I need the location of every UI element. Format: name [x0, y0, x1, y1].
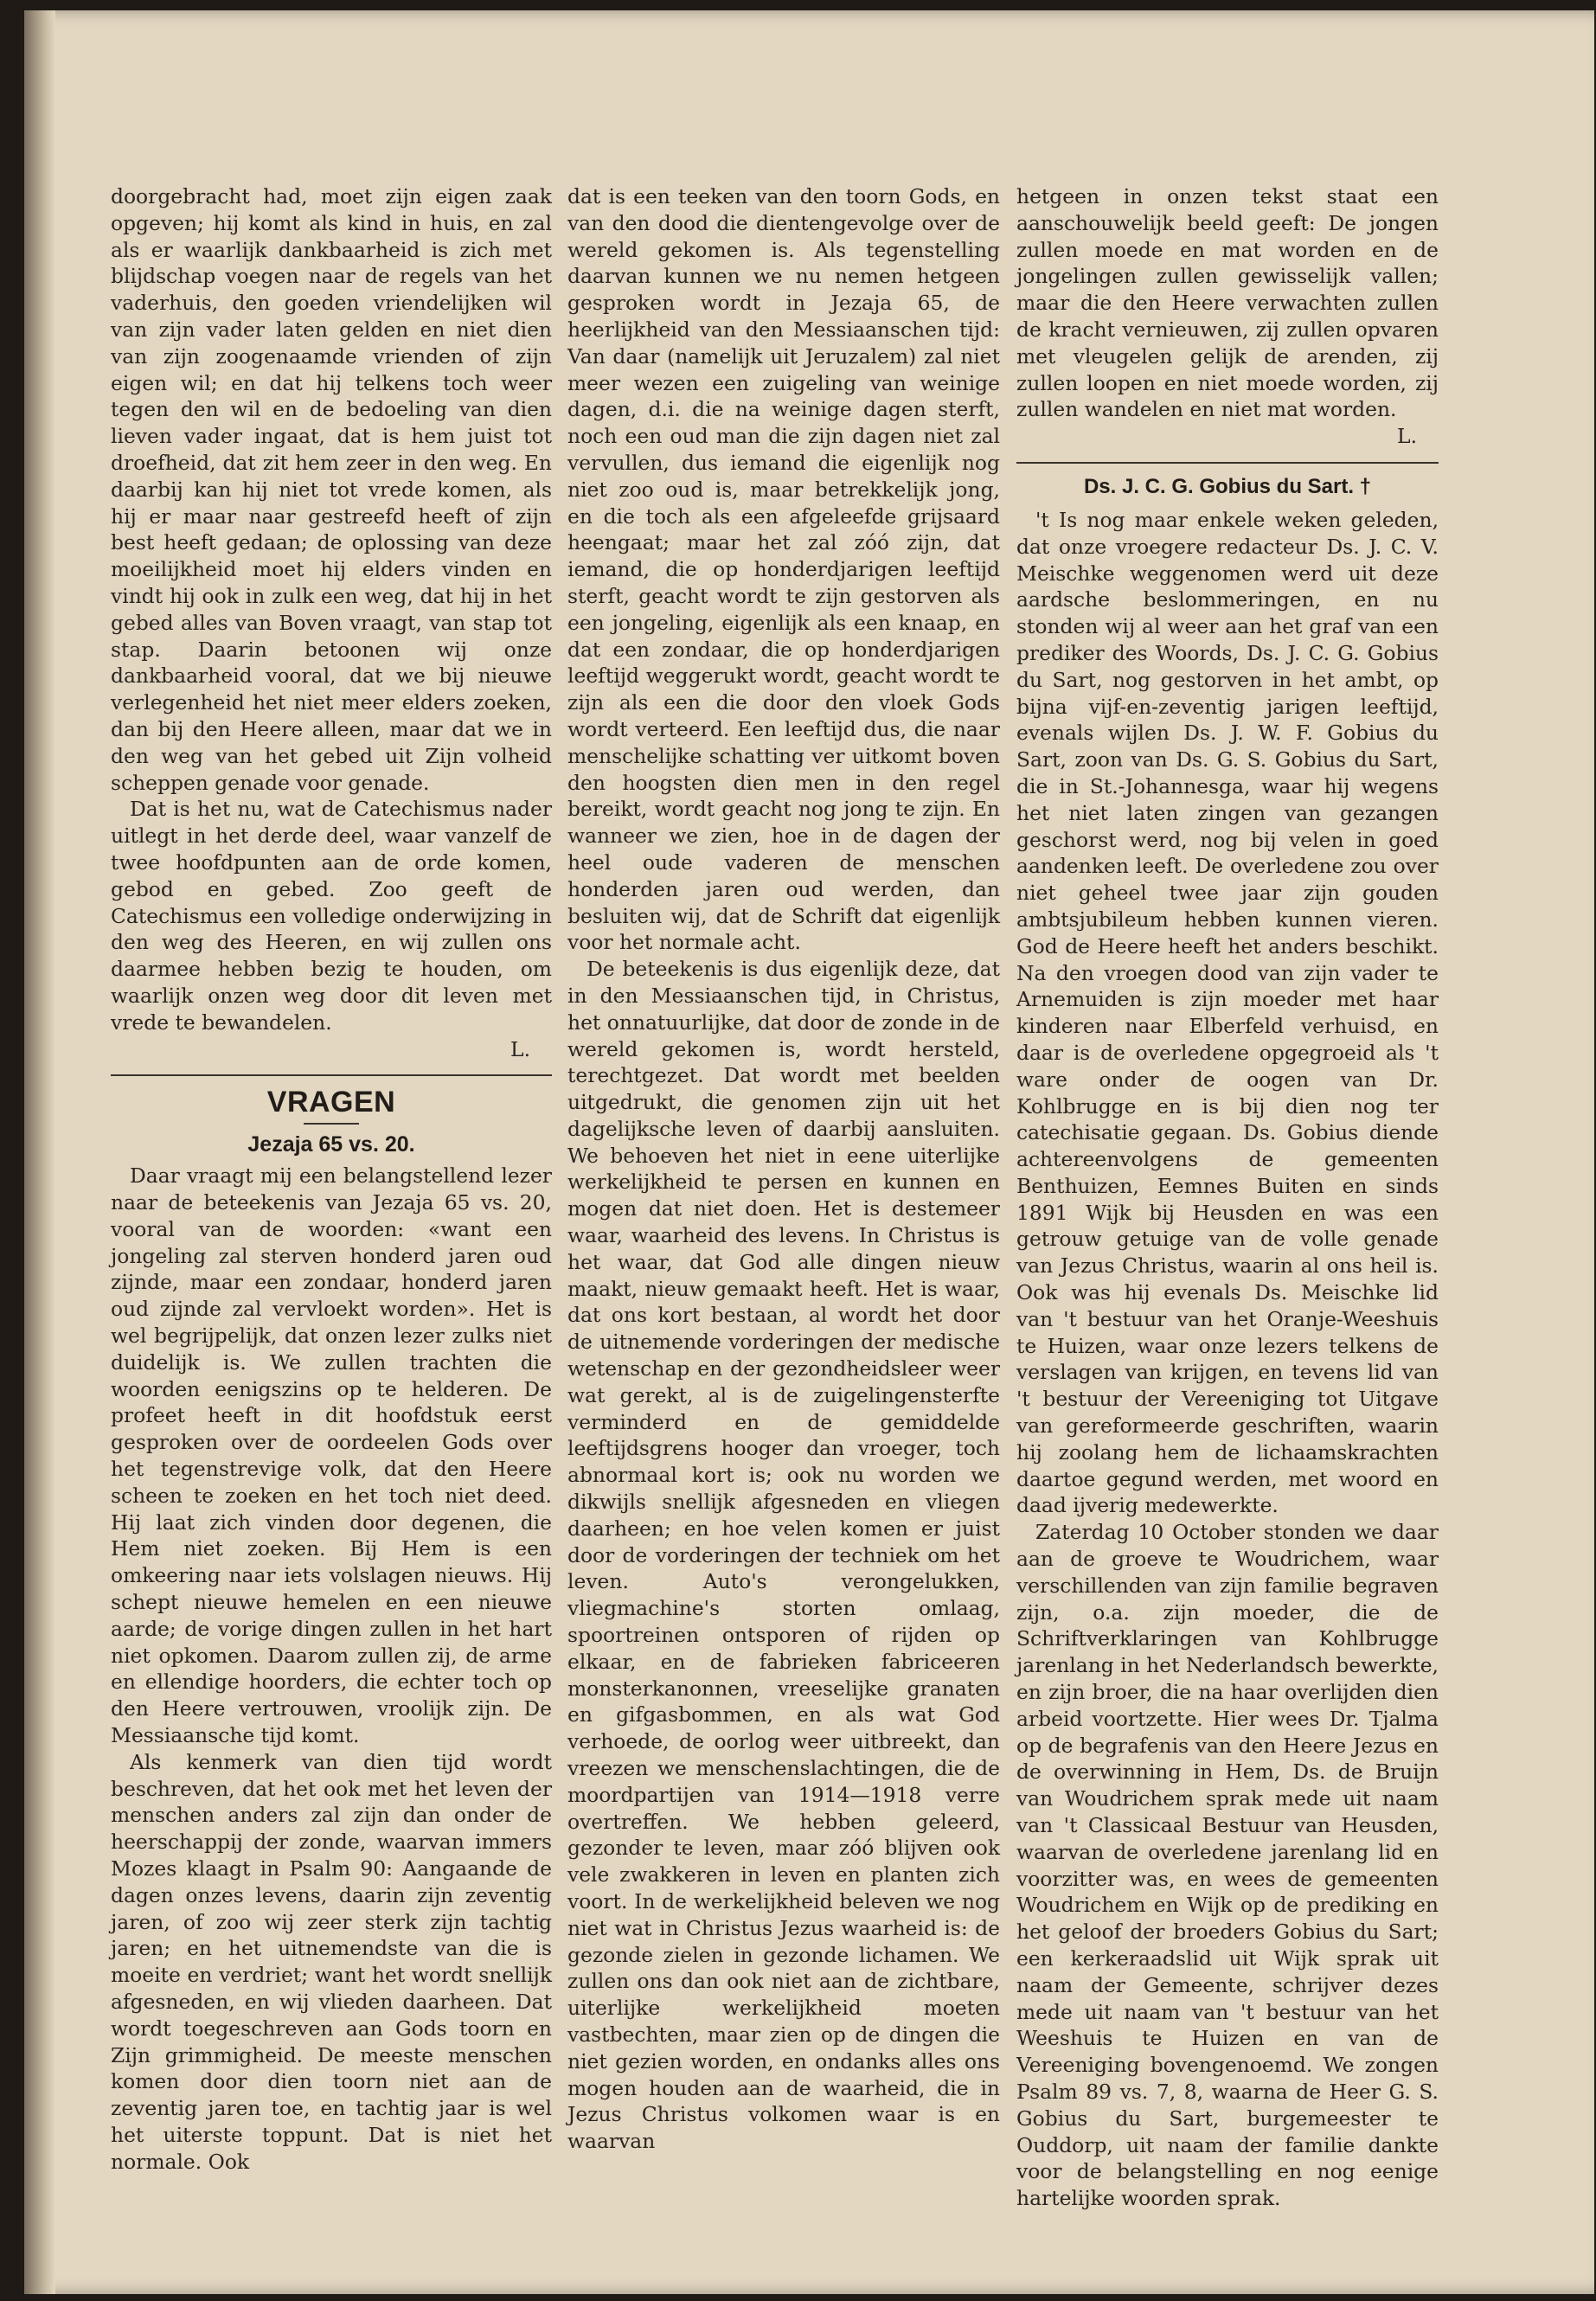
- article-paragraph: Als kenmerk van dien tijd wordt beschreven, dat het ook met het leven der menschen anders zal zijn dan onder de heerschappij der zonde, waarvan immers Mozes klaagt in Psalm 90: Aangaande de dagen onzes levens, daarin zijn zeventig jaren, of zoo wij zeer sterk zijn tachtig jaren; en het uitnemendste van die is moeite en verdriet; want het wordt snellijk afgesneden, en wij vlieden daarheen. Dat wordt toegeschreven aan Gods toorn en Zijn grimmigheid. De meeste menschen komen door dien toorn niet aan de zeventig jaren toe, en tachtig jaar is wel het uiterste toppunt. Dat is niet het normale. Ook: [111, 1749, 552, 2174]
- article-signature: L.: [1397, 424, 1417, 449]
- article-paragraph: 't Is nog maar enkele weken geleden, dat onze vroegere redacteur Ds. J. C. V. Meischke weggenomen werd uit deze aardsche beslommeringen, en nu stonden wij al weer aan het graf van een prediker des Woords, Ds. J. C. G. Gobius du Sart, nog gestorven in het ambt, op bijna vijf-en-zeventig jarigen leeftijd, evenals wijlen Ds. J. W. F. Gobius du Sart, zoon van Ds. G. S. Gobius du Sart, die in St.-Johannesga, waar hij wegens het niet laten zingen van gezangen geschorst werd, nog bij velen in goed aandenken leeft. De overledene zou over niet geheel twee jaar zijn gouden ambtsjubileum hebben kunnen vieren. God de Heere heeft het anders beschikt. Na den vroegen dood van zijn vader te Arnemuiden is zijn moeder met haar kinderen naar Elberfeld verhuisd, en daar is de overledene opgegroeid als 't ware onder de oogen van Dr. Kohlbrugge en is bij dien nog ter catechisatie gegaan. Ds. Gobius diende achtereenvolgens de gemeenten Benthuizen, Eemnes Buiten en sinds 1891 Wijk bij Heusden en was een getrouw getuige van de volle genade van Jezus Christus, waarin al ons heil is. Ook was hij evenals Ds. Meischke lid van 't bestuur van het Oranje-Weeshuis te Huizen, waar onze lezers telkens de verslagen van krijgen, en tevens lid van 't bestuur der Vereeniging tot Uitgave van gereformeerde geschriften, waarin hij zoolang hem de lichaamskrachten daartoe gegund werden, met woord en daad ijverig medewerkte.: [1016, 507, 1439, 1518]
- article-paragraph: Zaterdag 10 October stonden we daar aan de groeve te Woudrichem, waar verschillenden van zijn familie begraven zijn, o.a. zijn moeder, die de Schriftverklaringen van Kohlbrugge jarenlang in het Nederlandsch bewerkte, en zijn broer, die na haar overlijden dien arbeid voortzette. Hier wees Dr. Tjalma op de begrafenis van den Heere Jezus en de overwinning in Hem, Ds. de Bruijn van Woudrichem sprak mede uit naam van 't Classicaal Bestuur van Heusden, waarvan de overledene jarenlang lid en voorzitter was, en wees de gemeenten Woudrichem en Wijk op de prediking en het geloof der broeders Gobius du Sart; een kerkeraadslid uit Wijk sprak uit naam der Gemeente, schrijver dezes mede uit naam van 't bestuur van het Weeshuis te Huizen en van de Vereeniging bovengenoemd. We zongen Psalm 89 vs. 7, 8, waarna de Heer G. S. Gobius du Sart, burgemeester te Ouddorp, uit naam der familie dankte voor de belangstelling en nog eenige hartelijke woorden sprak.: [1016, 1520, 1439, 2211]
- article-paragraph: hetgeen in onzen tekst staat een aanschouwelijk beeld geeft: De jongen zullen moede en mat worden en de jongelingen zullen gewisselijk vallen; maar die den Heere verwachten zullen de kracht vernieuwen, zij zullen opvaren met vleugelen gelijk de arenden, zij zullen loopen en niet moede worden, zij zullen wandelen en niet mat worden.: [1016, 184, 1439, 422]
- section-divider: [111, 1074, 552, 1076]
- section-divider: [1016, 462, 1439, 464]
- column-middle: [567, 183, 1000, 2155]
- page-binding-shadow: [24, 10, 55, 2294]
- newspaper-page: [24, 10, 1594, 2294]
- column-right: [1016, 183, 1439, 2212]
- article-signature: L.: [510, 1036, 530, 1061]
- section-heading-vragen: VRAGEN: [266, 1086, 396, 1119]
- article-paragraph: dat is een teeken van den toorn Gods, en van den dood die dientengevolge over de wereld gekomen is. Als tegenstelling daarvan kunnen we nu nemen hetgeen gesproken wordt in Jezaja 65, de heerlijkheid van den Messiaanschen tijd: Van daar (namelijk uit Jeruzalem) zal niet meer wezen een zuigeling van weinige dagen, d.i. die na weinige dagen sterft, noch een oud man die zijn dagen niet zal vervullen, dus iemand die eigenlijk nog niet zoo oud is, maar betrekkelijk jong, en die toch als een afgeleefde grijsaard heengaat; maar het zal zóó zijn, dat iemand, die op honderdjarigen leeftijd sterft, geacht wordt te zijn gestorven als een jongeling, eigenlijk als een knaap, en dat een zondaar, die op honderdjarigen leeftijd weggerukt wordt, geacht wordt te zijn als een die door den vloek Gods wordt verteerd. Een leeftijd dus, die naar menschelijke schatting ver uitkomt boven den hoogsten dien men in den regel bereikt, wordt geacht nog jong te zijn. En wanneer we zien, hoe in de dagen der heel oude vaderen de menschen honderden jaren oud werden, dan besluiten wij, dat de Schrift dat eigenlijk voor het normale acht.: [567, 184, 1000, 955]
- heading-underline: [304, 1123, 359, 1125]
- subheading-jezaja: Jezaja 65 vs. 20.: [247, 1132, 415, 1157]
- obituary-heading: Ds. J. C. G. Gobius du Sart. †: [1083, 474, 1372, 498]
- article-paragraph: De beteekenis is dus eigenlijk deze, dat in den Messiaanschen tijd, in Christus, het onnatuurlijke, dat door de zonde in de wereld gekomen is, wordt hersteld, terechtgezet. Dat wordt met beelden uitgedrukt, die genomen zijn uit het dagelijksche leven of daarbij aansluiten. We behoeven het niet in eene uiterlijke werkelijkheid te persen en kunnen en mogen dat niet doen. Het is destemeer waar, waarheid des levens. In Christus is het waar, dat God alle dingen nieuw maakt, nieuw gemaakt heeft. Het is waar, dat ons kort bestaan, al wordt het door de uitnemende vorderingen der medische wetenschap en der gezondheidsleer weer wat gerekt, al is de zuigelingensterfte verminderd en de gemiddelde leeftijdsgrens hooger dan vroeger, toch abnormaal kort is; ook nu worden we dikwijls snellijk afgesneden en vliegen daarheen; en hoe velen komen er juist door de vorderingen der techniek om het leven. Auto's verongelukken, vliegmachine's storten omlaag, spoortreinen ontsporen of rijden op elkaar, en de fabrieken fabriceeren monsterkanonnen, vreeselijke granaten en gifgasbommen, en als wat God verhoede, de oorlog weer uitbreekt, dan vreezen we menschenslachtingen, die de moordpartijen van 1914—1918 verre overtreffen. We hebben geleerd, gezonder te leven, maar zóó blijven ook vele zwakkeren in leven en planten zich voort. In de werkelijkheid beleven we nog niet wat in Christus Jezus waarheid is: de gezonde zielen in gezonde lichamen. We zullen ons dan ook niet aan de zichtbare, uiterlijke werkelijkheid moeten vastbechten, maar zien op de dingen die niet gezien worden, en ondanks alles ons mogen houden aan de waarheid, die in Jezus Christus volkomen waar is en waarvan: [567, 957, 1000, 2154]
- article-paragraph: doorgebracht had, moet zijn eigen zaak opgeven; hij komt als kind in huis, en zal als er waarlijk dankbaarheid is zich met blijdschap voegen naar de regels van het vaderhuis, den goeden vriendelijken wil van zijn vader laten gelden en niet dien van zijn zoogenaamde vrienden of zijn eigen wil; en dat hij telkens toch weer tegen den wil en de bedoeling van dien lieven vader ingaat, dat is hem juist tot droefheid, dat zit hem zeer in den weg. En daarbij kan hij niet tot vrede komen, als hij er maar naar gestreefd heeft of zijn best heeft gedaan; de oplossing van deze moeilijkheid moet hij elders vinden en vindt hij ook in zulk een weg, dat hij in het gebed alles van Boven vraagt, van stap tot stap. Daarin betoonen wij onze dankbaarheid vooral, dat we bij nieuwe verlegenheid het niet meer elders zoeken, dan bij den Heere alleen, maar dat we in den weg van het gebed uit Zijn volheid scheppen genade voor genade.: [111, 184, 552, 795]
- article-paragraph: Daar vraagt mij een belangstellend lezer naar de beteekenis van Jezaja 65 vs. 20, vooral van de woorden: «want een jongeling zal sterven honderd jaren oud zijnde, maar een zondaar, honderd jaren oud zijnde zal vervloekt worden». Het is wel begrijpelijk, dat onzen lezer zulks niet duidelijk is. We zullen trachten die woorden eenigszins op te helderen. De profeet heeft in dit hoofdstuk eerst gesproken over de oordeelen Gods over het tegenstrevige volk, dat den Heere scheen te zoeken en het toch niet deed. Hij laat zich vinden door degenen, die Hem niet zoeken. Bij Hem is een omkeering naar iets volslagen nieuws. Hij schept nieuwe hemelen en een nieuwe aarde; de vorige dingen zullen in het hart niet opkomen. Daarom zullen zij, de arme en ellendige hoorders, die echter toch op den Heere vertrouwen, vroolijk zijn. De Messiaansche tijd komt.: [111, 1163, 552, 1748]
- article-paragraph: Dat is het nu, wat de Catechismus nader uitlegt in het derde deel, waar vanzelf de twee hoofdpunten aan de orde komen, gebod en gebed. Zoo geeft de Catechismus een volledige onderwijzing in den weg des Heeren, en wij zullen ons daarmee hebben bezig te houden, om waarlijk onzen weg door dit leven met vrede te bewandelen.: [111, 797, 552, 1035]
- column-left: [111, 183, 552, 2176]
